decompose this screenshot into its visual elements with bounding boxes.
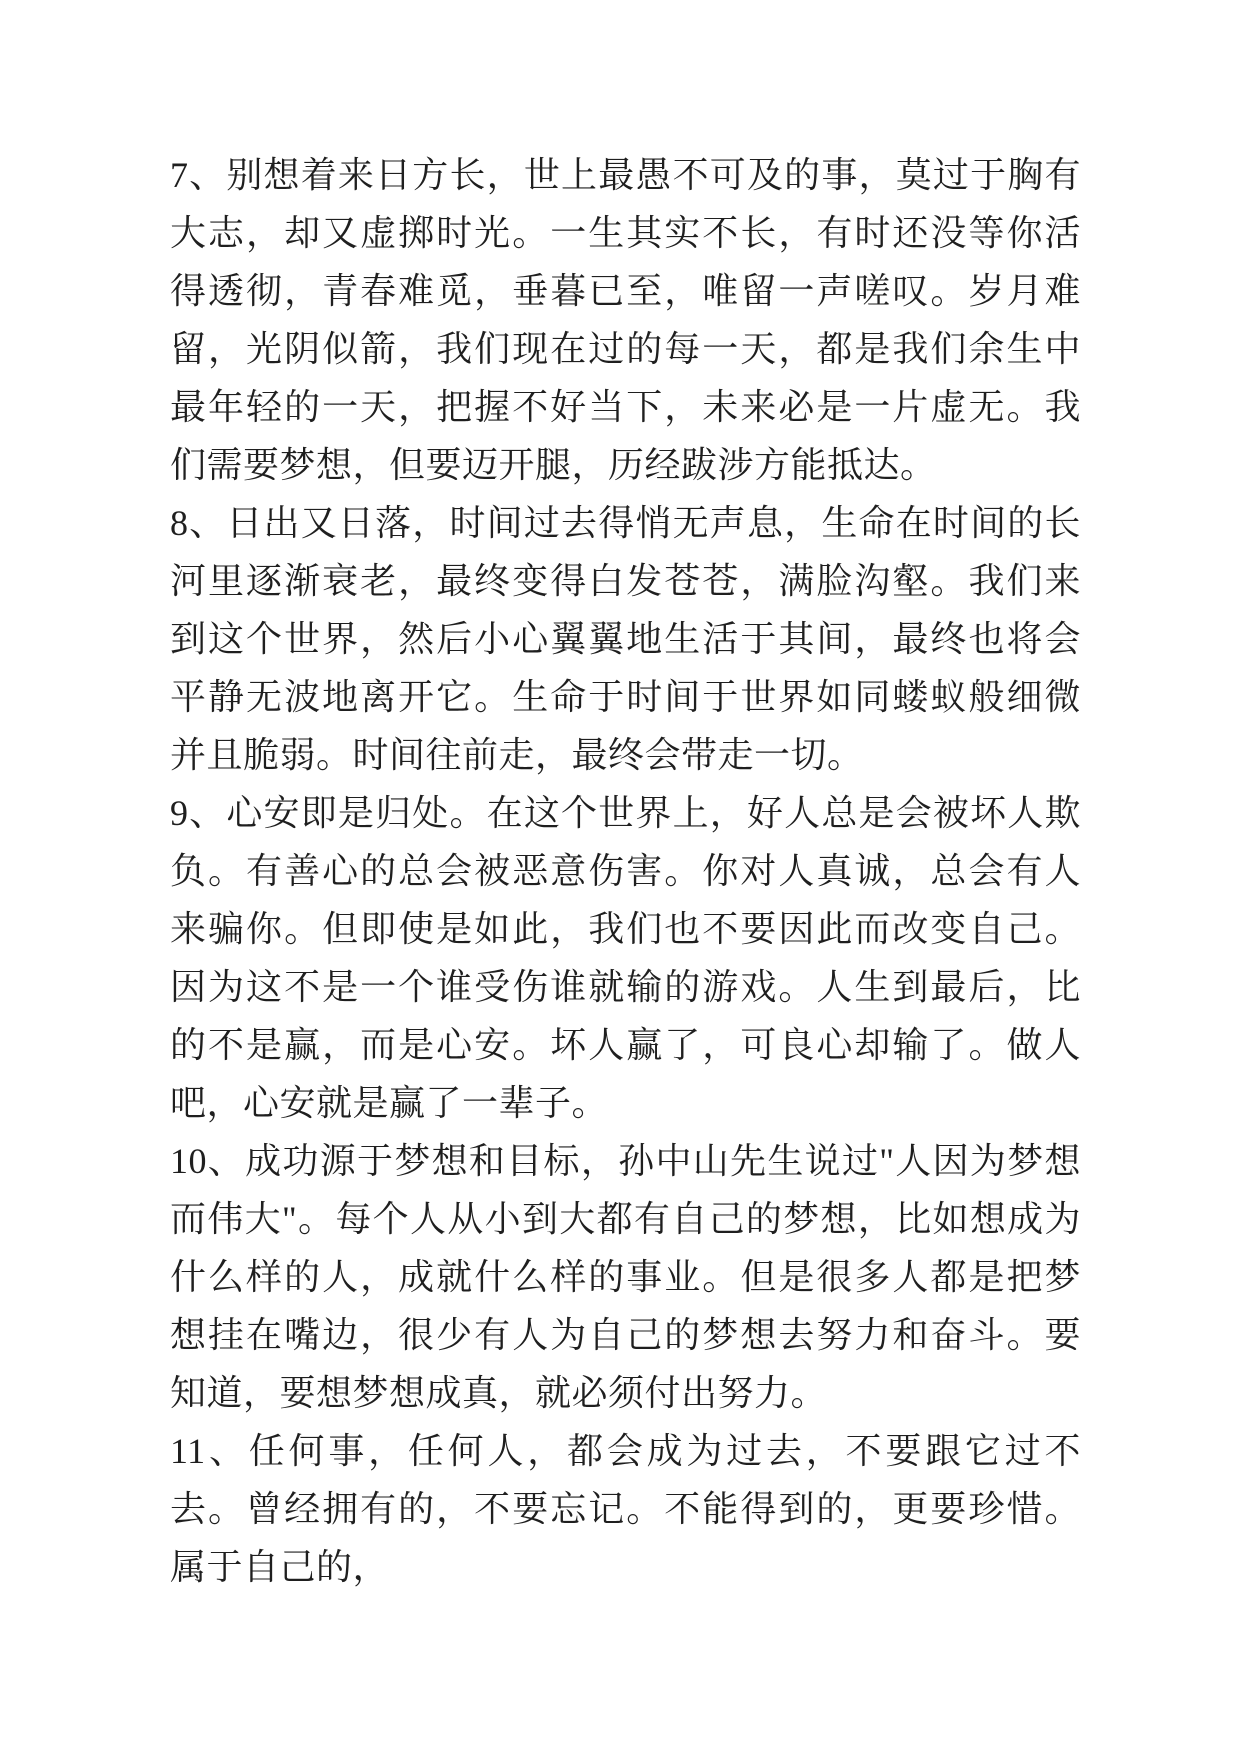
document-text-block (170, 146, 1081, 1596)
paragraph-11: 11、任何事，任何人，都会成为过去，不要跟它过不去。曾经拥有的，不要忘记。不能得到的，更要珍惜。属于自己的， (170, 1431, 1081, 1587)
paragraph-7: 7、别想着来日方长，世上最愚不可及的事，莫过于胸有大志，却又虚掷时光。一生其实不长，有时还没等你活得透彻，青春难觅，垂暮已至，唯留一声嗟叹。岁月难留，光阴似箭，我们现在过的每一天，都是我们余生中最年轻的一天，把握不好当下，未来必是一片虚无。我们需要梦想，但要迈开腿，历经跋涉方能抵达。 (170, 155, 1081, 485)
paragraph-9: 9、心安即是归处。在这个世界上，好人总是会被坏人欺负。有善心的总会被恶意伤害。你对人真诚，总会有人来骗你。但即使是如此，我们也不要因此而改变自己。因为这不是一个谁受伤谁就输的游戏。人生到最后，比的不是赢，而是心安。坏人赢了，可良心却输了。做人吧，心安就是赢了一辈子。 (170, 793, 1081, 1123)
paragraph-8: 8、日出又日落，时间过去得悄无声息，生命在时间的长河里逐渐衰老，最终变得白发苍苍，满脸沟壑。我们来到这个世界，然后小心翼翼地生活于其间，最终也将会平静无波地离开它。生命于时间于世界如同蝼蚁般细微并且脆弱。时间往前走，最终会带走一切。 (170, 503, 1081, 775)
paragraph-10: 10、成功源于梦想和目标，孙中山先生说过"人因为梦想而伟大"。每个人从小到大都有自己的梦想，比如想成为什么样的人，成就什么样的事业。但是很多人都是把梦想挂在嘴边，很少有人为自己的梦想去努力和奋斗。要知道，要想梦想成真，就必须付出努力。 (170, 1141, 1081, 1413)
